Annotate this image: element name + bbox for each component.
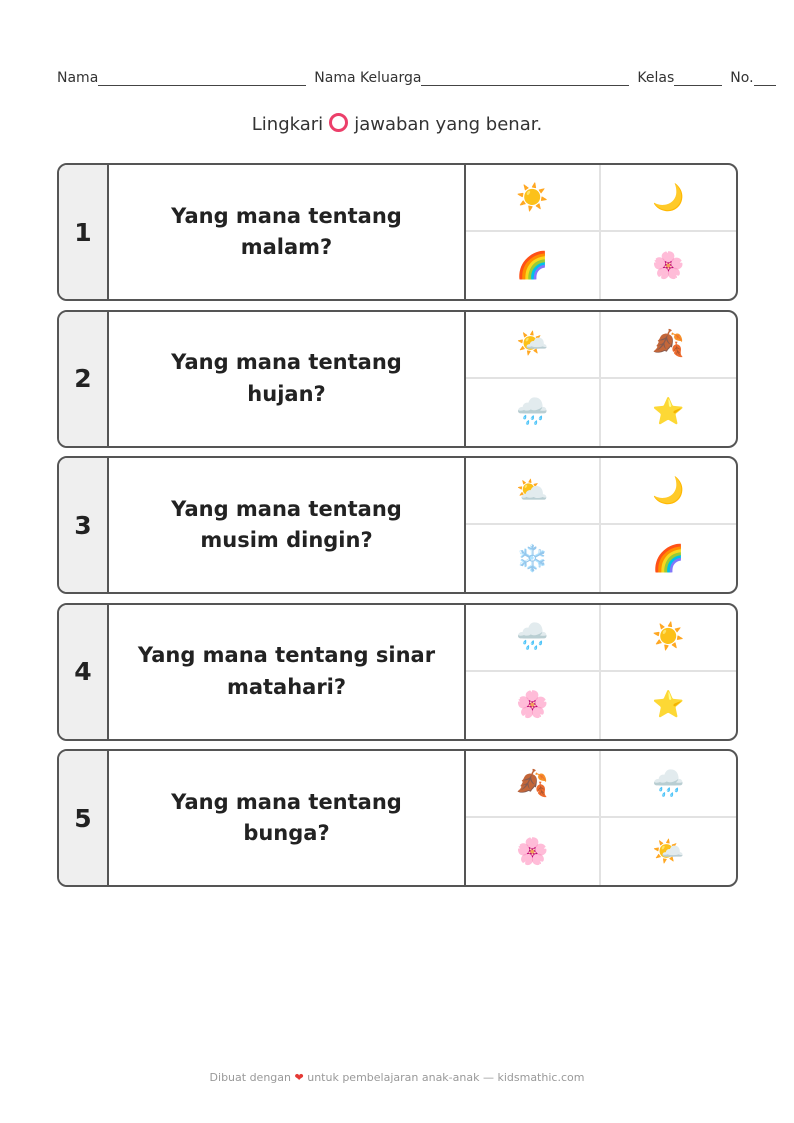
answer-option[interactable] [466, 605, 601, 672]
star-icon: ⭐ [652, 397, 685, 427]
sun-cloud-icon: 🌤️ [652, 836, 685, 867]
answer-option[interactable] [601, 458, 736, 525]
number-field[interactable] [754, 71, 776, 86]
question-row [57, 603, 738, 741]
class-label: Kelas [637, 70, 675, 86]
number-label: No. [730, 70, 754, 86]
answer-option[interactable] [601, 525, 736, 592]
question-text: Yang mana tentang musim dingin? [109, 458, 466, 592]
answer-option[interactable] [601, 165, 736, 232]
rain-cloud-icon: 🌧️ [516, 397, 549, 427]
question-number: 4 [59, 605, 109, 739]
sun-icon: ☀️ [516, 182, 549, 213]
footer-text-before: Dibuat dengan [209, 1071, 291, 1084]
snowflake-icon: ❄️ [516, 543, 549, 574]
answer-option[interactable] [466, 312, 601, 379]
heart-icon: ❤ [294, 1071, 304, 1084]
question-number: 5 [59, 751, 109, 885]
question-number: 1 [59, 165, 109, 299]
star-icon: ⭐ [652, 690, 685, 720]
leaves-icon: 🍂 [516, 768, 549, 799]
answer-option[interactable] [601, 312, 736, 379]
rainbow-icon: 🌈 [652, 543, 685, 574]
question-text: Yang mana tentang sinar matahari? [109, 605, 466, 739]
answer-options [466, 458, 736, 592]
leaves-icon: 🍂 [652, 329, 685, 359]
answer-option[interactable] [466, 818, 601, 885]
answer-option[interactable] [601, 232, 736, 299]
moon-icon: 🌙 [652, 182, 685, 213]
student-info-header [57, 70, 794, 86]
family-name-label: Nama Keluarga [314, 70, 422, 86]
answer-options [466, 605, 736, 739]
footer-text-after: untuk pembelajaran anak-anak — kidsmathic.com [307, 1071, 585, 1084]
sun-cloud-icon: 🌤️ [516, 329, 549, 359]
question-number: 3 [59, 458, 109, 592]
answer-option[interactable] [601, 751, 736, 818]
partly-cloudy-icon: ⛅ [516, 475, 549, 506]
answer-option[interactable] [466, 458, 601, 525]
instruction [0, 113, 794, 135]
question-text: Yang mana tentang bunga? [109, 751, 466, 885]
circle-icon [329, 113, 348, 132]
rain-cloud-icon: 🌧️ [652, 768, 685, 799]
flower-icon: 🌸 [516, 836, 549, 867]
instruction-text-after: jawaban yang benar. [354, 114, 543, 135]
answer-option[interactable] [466, 672, 601, 739]
name-field[interactable] [98, 71, 306, 86]
question-row [57, 310, 738, 448]
question-text: Yang mana tentang hujan? [109, 312, 466, 446]
instruction-text-before: Lingkari [251, 114, 324, 135]
question-number: 2 [59, 312, 109, 446]
question-row [57, 163, 738, 301]
question-row [57, 749, 738, 887]
question-text: Yang mana tentang malam? [109, 165, 466, 299]
name-label: Nama [57, 70, 99, 86]
footer [0, 1071, 794, 1084]
moon-icon: 🌙 [652, 475, 685, 506]
rain-cloud-icon: 🌧️ [516, 622, 549, 652]
answer-option[interactable] [601, 605, 736, 672]
answer-options [466, 312, 736, 446]
answer-option[interactable] [601, 818, 736, 885]
class-field[interactable] [674, 71, 722, 86]
rainbow-icon: 🌈 [516, 250, 549, 281]
answer-option[interactable] [466, 751, 601, 818]
answer-option[interactable] [601, 672, 736, 739]
flower-icon: 🌸 [516, 690, 549, 720]
answer-options [466, 165, 736, 299]
question-row [57, 456, 738, 594]
answer-option[interactable] [466, 525, 601, 592]
answer-option[interactable] [466, 232, 601, 299]
sun-icon: ☀️ [652, 622, 685, 652]
flower-icon: 🌸 [652, 250, 685, 281]
answer-option[interactable] [601, 379, 736, 446]
family-name-field[interactable] [421, 71, 629, 86]
answer-option[interactable] [466, 379, 601, 446]
answer-options [466, 751, 736, 885]
answer-option[interactable] [466, 165, 601, 232]
